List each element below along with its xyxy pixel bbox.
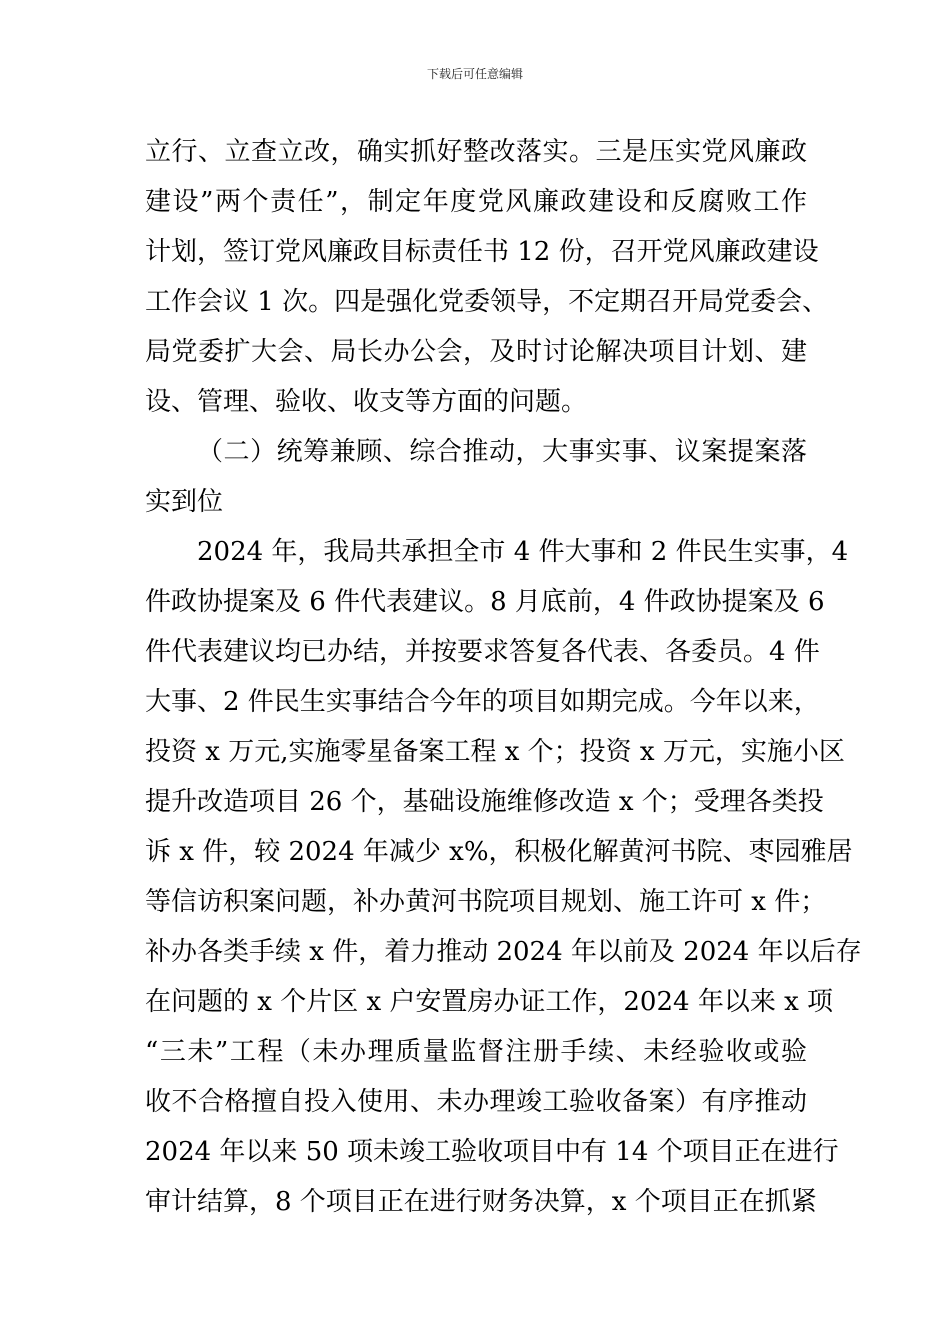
page-header-note: 下载后可任意编辑 [426,67,523,81]
paragraph-party-discipline [145,127,829,427]
text-line: 建设”两个责任”，制定年度党风廉政建设和反腐败工作 [145,187,807,217]
text-line: 投资 x 万元,实施零星备案工程 x 个；投资 x 万元，实施小区 [145,737,845,767]
text-line: 诉 x 件，较 2024 年减少 x%，积极化解黄河书院、枣园雅居 [145,837,853,867]
text-line: 件代表建议均已办结，并按要求答复各代表、各委员。4 件 [145,637,820,667]
text-line: 等信访积案问题，补办黄河书院项目规划、施工许可 x 件； [145,887,827,917]
text-line: 2024 年以来 50 项未竣工验收项目中有 14 个项目正在进行 [145,1137,839,1167]
text-line: 审计结算，8 个项目正在进行财务决算，x 个项目正在抓紧 [145,1187,817,1217]
text-line: 计划，签订党风廉政目标责任书 12 份，召开党风廉政建设 [145,237,819,267]
text-line: 局党委扩大会、局长办公会，及时讨论解决项目计划、建 [145,337,807,367]
text-line: 收不合格擅自投入使用、未办理竣工验收备案）有序推动 [145,1087,807,1117]
text-line: 立行、立查立改，确实抓好整改落实。三是压实党风廉政 [145,137,807,167]
text-line: 工作会议 1 次。四是强化党委领导，不定期召开局党委会、 [145,287,829,317]
text-line: 件政协提案及 6 件代表建议。8 月底前，4 件政协提案及 6 [145,587,825,617]
text-line: 设、管理、验收、收支等方面的问题。 [145,387,588,417]
text-line: 2024 年，我局共承担全市 4 件大事和 2 件民生实事，4 [197,537,849,567]
section-heading-2 [145,427,807,527]
text-line: 大事、2 件民生实事结合今年的项目如期完成。今年以来， [145,687,820,717]
document-body [145,127,862,1227]
heading-line: （二）统筹兼顾、综合推动，大事实事、议案提案落 [197,437,807,467]
text-line: 提升改造项目 26 个，基础设施维修改造 x 个；受理各类投 [145,787,824,817]
text-line: 补办各类手续 x 件，着力推动 2024 年以前及 2024 年以后存 [145,937,862,967]
heading-line: 实到位 [145,487,224,517]
paragraph-major-tasks [145,527,862,1227]
text-line: 在问题的 x 个片区 x 户安置房办证工作，2024 年以来 x 项 [145,987,834,1017]
text-line: “三未”工程（未办理质量监督注册手续、未经验收或验 [145,1037,807,1067]
